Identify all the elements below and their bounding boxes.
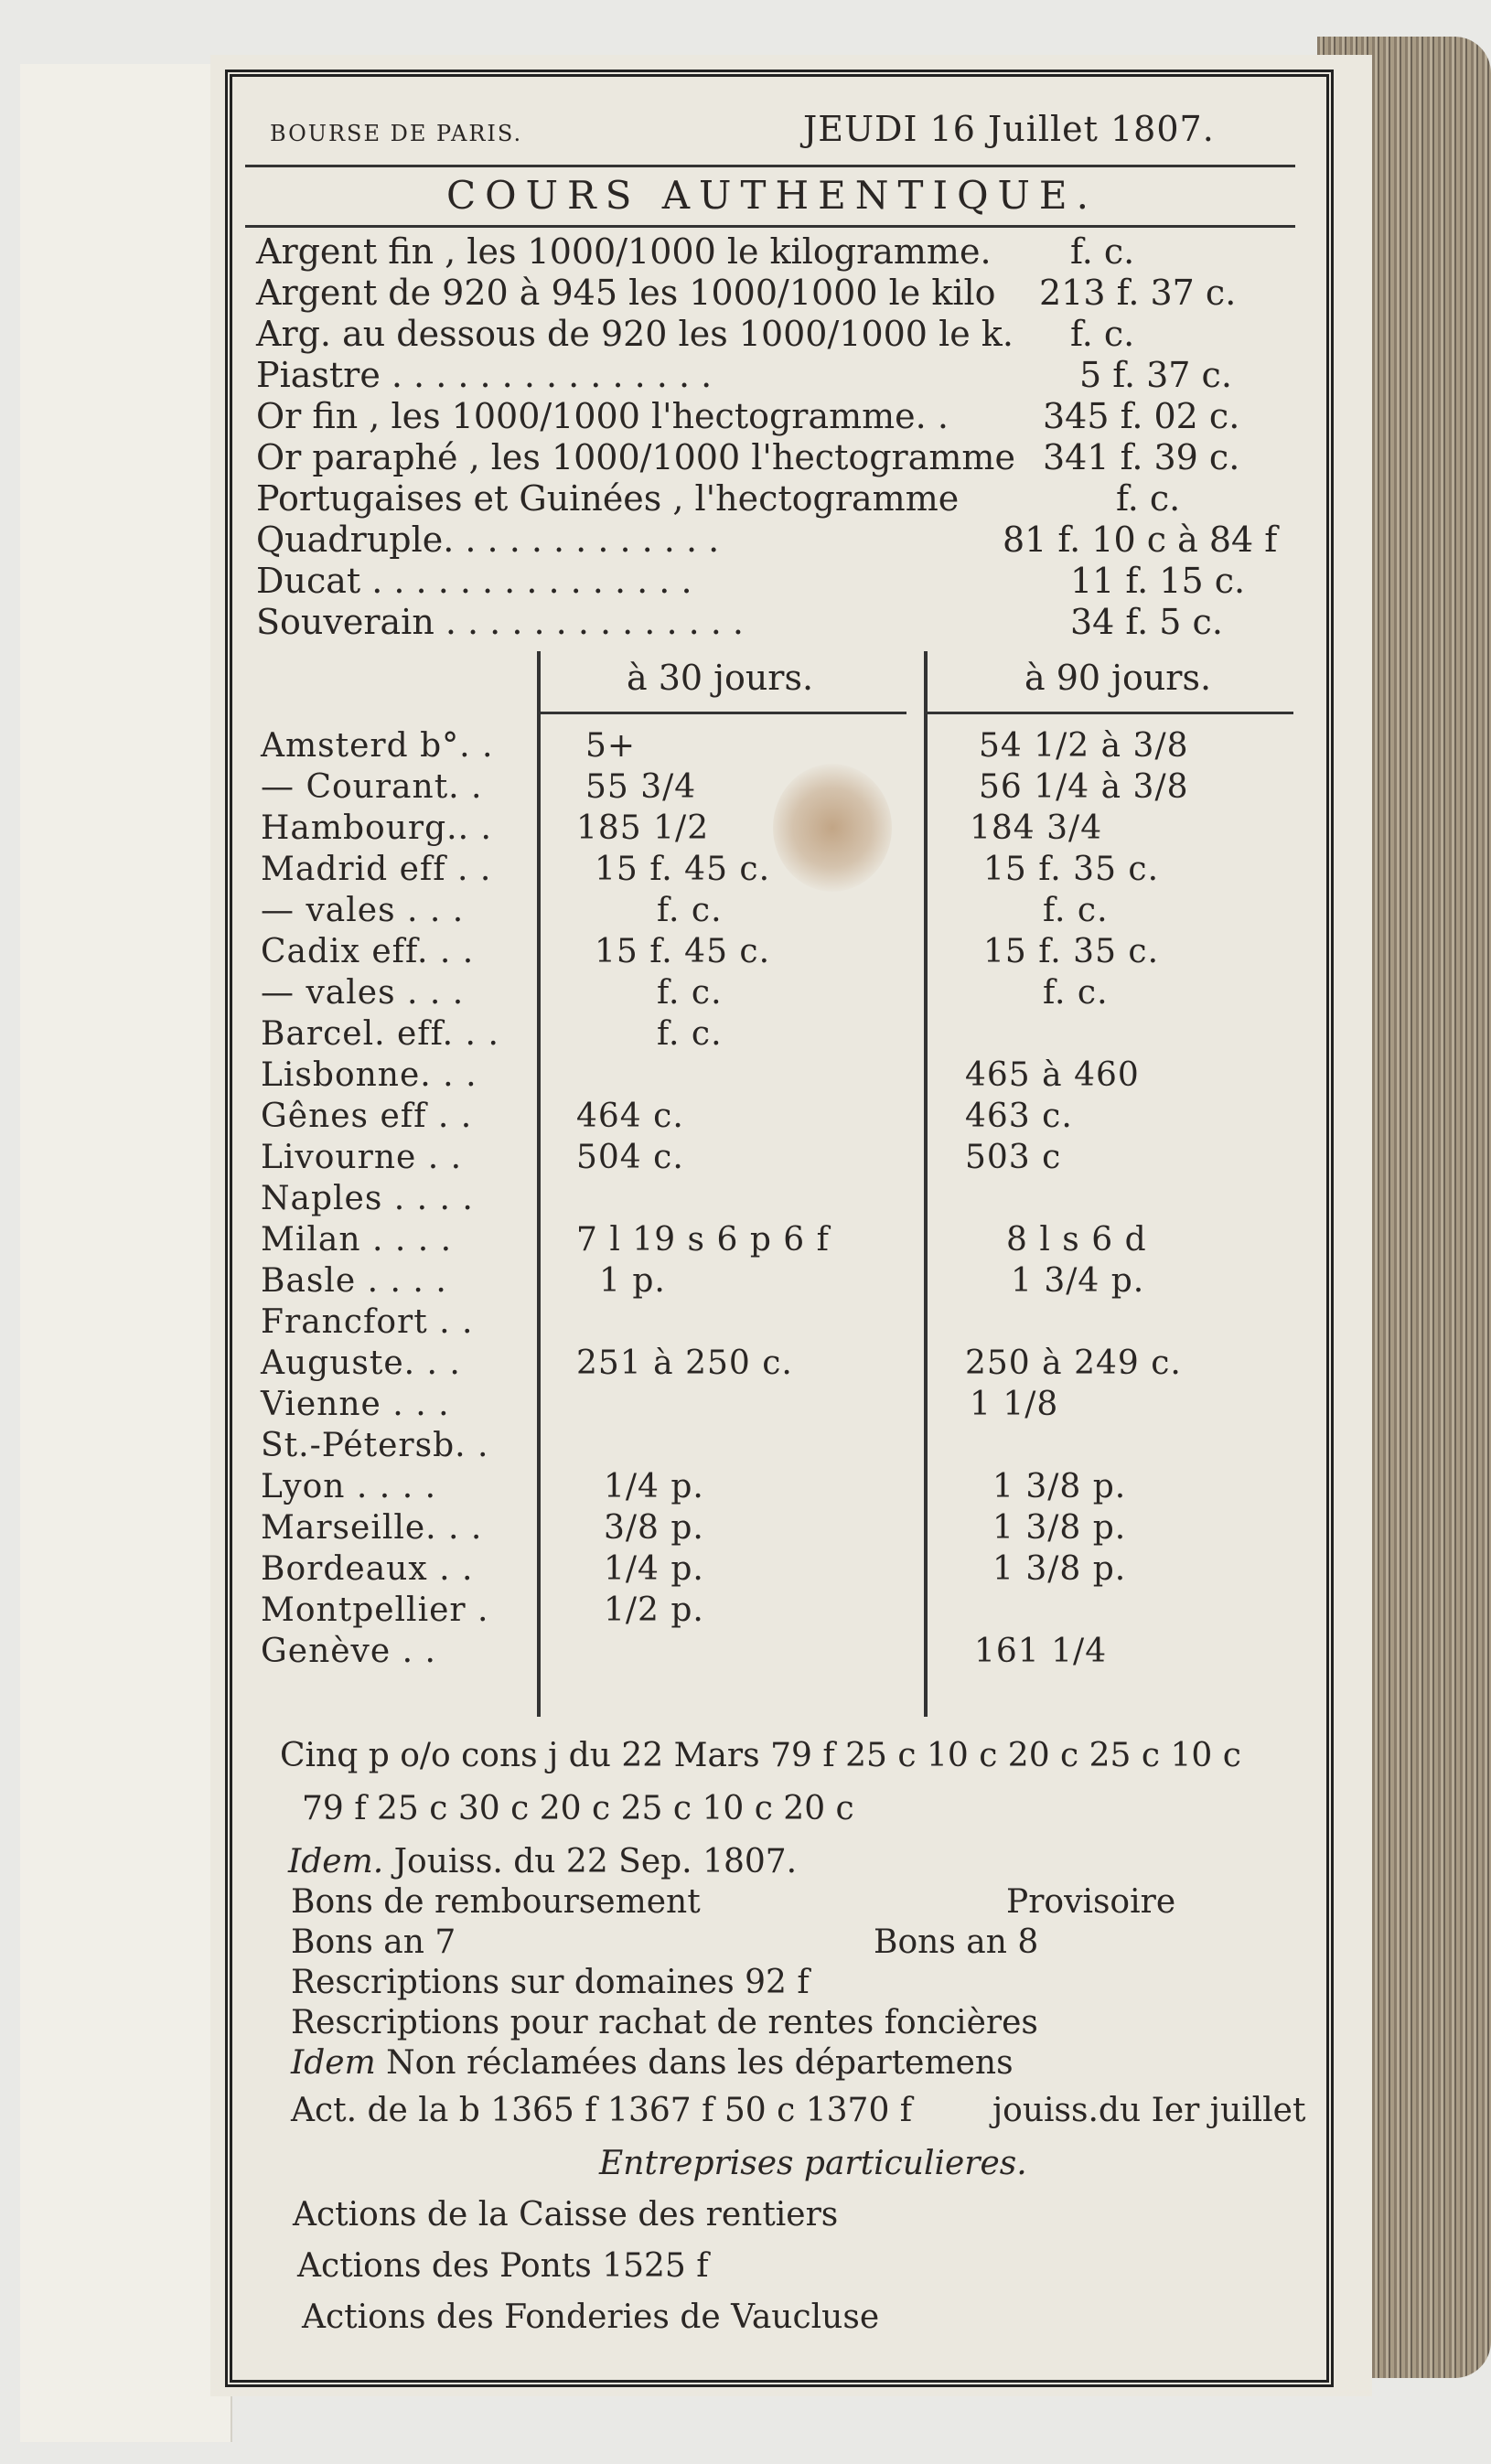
idem-label: Idem. [288, 1843, 384, 1880]
facing-page-edge [20, 64, 232, 2442]
rate-30: 185 1/2 [576, 809, 710, 847]
exchange-place: Lisbonne. . . [261, 1056, 477, 1094]
rate-30: 5+ [585, 727, 637, 765]
idem-jouiss-text: Jouiss. du 22 Sep. 1807. [383, 1843, 798, 1880]
date-header: JEUDI 16 Juillet 1807. [803, 109, 1215, 149]
exchange-place: — Courant. . [261, 768, 483, 806]
rate-90: 1 3/8 p. [992, 1468, 1127, 1505]
metal-value: f. c. [1070, 231, 1135, 272]
metal-label: Argent fin , les 1000/1000 le kilogramme. [256, 231, 992, 272]
bourse-header: BOURSE DE PARIS. [270, 121, 523, 146]
rate-90: 503 c [965, 1139, 1062, 1176]
metal-value: 341 f. 39 c. [1043, 437, 1240, 477]
metal-value: f. c. [1116, 478, 1181, 519]
metal-label: Portugaises et Guinées , l'hectogramme [256, 478, 960, 519]
rate-90: 56 1/4 à 3/8 [979, 768, 1189, 806]
metal-label: Arg. au dessous de 920 les 1000/1000 le k. [256, 314, 1014, 354]
idem-jouiss-line [288, 1843, 798, 1880]
metal-label: Argent de 920 à 945 les 1000/1000 le kilo [256, 273, 996, 313]
rate-90: 8 l s 6 d [1006, 1221, 1147, 1259]
provisoire: Provisoire [1006, 1883, 1176, 1921]
rate-90: 184 3/4 [970, 809, 1103, 847]
exchange-place: Montpellier . [261, 1591, 489, 1629]
jouissance-juillet: jouiss.du Ier juillet [992, 2092, 1306, 2129]
rate-90: 463 c. [965, 1098, 1073, 1135]
rate-30: 55 3/4 [585, 768, 697, 806]
cinq-pour-cent-line: Cinq p o/o cons j du 22 Mars 79 f 25 c 10 c 20 c 25 c 10 c [280, 1737, 1241, 1774]
actions-ponts: Actions des Ponts 1525 f [297, 2247, 709, 2285]
exchange-place: Basle . . . . [261, 1262, 447, 1300]
exchange-place: St.-Pétersb. . [261, 1427, 489, 1464]
header-90-days: à 90 jours. [1024, 658, 1212, 698]
column-divider [537, 651, 541, 1717]
metal-label: Souverain . . . . . . . . . . . . . . [256, 602, 745, 642]
exchange-place: Barcel. eff. . . [261, 1015, 499, 1053]
metal-label: Piastre . . . . . . . . . . . . . . . [256, 355, 713, 395]
rate-30: 7 l 19 s 6 p 6 f [576, 1221, 830, 1259]
title-rule [245, 225, 1295, 228]
rescriptions-rachat: Rescriptions pour rachat de rentes foncières [291, 2004, 1038, 2041]
metal-value: 11 f. 15 c. [1070, 561, 1246, 601]
rate-90: 54 1/2 à 3/8 [979, 727, 1189, 765]
exchange-place: — vales . . . [261, 892, 465, 929]
rate-90: 161 1/4 [974, 1633, 1108, 1670]
rate-30: 1 p. [599, 1262, 666, 1300]
rate-90: 1 3/8 p. [992, 1550, 1127, 1588]
rate-90: f. c. [1043, 892, 1109, 929]
metal-label: Or paraphé , les 1000/1000 l'hectogramme [256, 437, 1015, 477]
exchange-place: Gênes eff . . [261, 1098, 473, 1135]
rate-30: f. c. [657, 974, 723, 1012]
exchange-place: Hambourg.. . [261, 809, 492, 847]
idem-label: Idem [291, 2044, 376, 2082]
cinq-pour-cent-cont: 79 f 25 c 30 c 20 c 25 c 10 c 20 c [302, 1790, 854, 1827]
exchange-place: Genève . . [261, 1633, 436, 1670]
exchange-place: Amsterd b°. . [261, 727, 494, 765]
exchange-place: Livourne . . [261, 1139, 463, 1176]
rate-90: 15 f. 35 c. [983, 933, 1160, 970]
bons-an-8: Bons an 8 [874, 1923, 1039, 1961]
page-title: COURS AUTHENTIQUE. [446, 173, 1098, 218]
exchange-place: Marseille. . . [261, 1509, 483, 1547]
exchange-place: Auguste. . . [261, 1344, 461, 1382]
header-30-days: à 30 jours. [627, 658, 814, 698]
rate-30: 1/4 p. [604, 1468, 704, 1505]
metal-value: f. c. [1070, 314, 1135, 354]
non-reclamees-text: Non réclamées dans les départemens [375, 2044, 1014, 2082]
exchange-place: Madrid eff . . [261, 851, 492, 888]
metal-value: 345 f. 02 c. [1043, 396, 1240, 436]
header-rule-30 [541, 712, 906, 714]
metal-value: 213 f. 37 c. [1039, 273, 1237, 313]
column-divider [924, 651, 928, 1717]
rate-90: 1 1/8 [970, 1386, 1059, 1423]
rate-30: 464 c. [576, 1098, 684, 1135]
metal-label: Or fin , les 1000/1000 l'hectogramme. . [256, 396, 949, 436]
rate-90: f. c. [1043, 974, 1109, 1012]
exchange-place: Bordeaux . . [261, 1550, 474, 1588]
rate-30: 251 à 250 c. [576, 1344, 793, 1382]
rate-90: 15 f. 35 c. [983, 851, 1160, 888]
rescriptions-domaines: Rescriptions sur domaines 92 f [291, 1964, 810, 2001]
rate-30: 15 f. 45 c. [595, 933, 771, 970]
rate-30: 15 f. 45 c. [595, 851, 771, 888]
header-rule-90 [928, 712, 1293, 714]
metal-value: 34 f. 5 c. [1070, 602, 1223, 642]
entreprises-heading: Entreprises particulieres. [599, 2145, 1027, 2182]
actions-caisse-rentiers: Actions de la Caisse des rentiers [293, 2196, 839, 2234]
rate-90: 465 à 460 [965, 1056, 1140, 1094]
metal-label: Ducat . . . . . . . . . . . . . . . [256, 561, 692, 601]
bons-an-7: Bons an 7 [291, 1923, 456, 1961]
exchange-place: Lyon . . . . [261, 1468, 437, 1505]
rate-30: 3/8 p. [604, 1509, 704, 1547]
exchange-place: — vales . . . [261, 974, 465, 1012]
metal-label: Quadruple. . . . . . . . . . . . . [256, 520, 720, 560]
rate-30: 1/2 p. [604, 1591, 704, 1629]
rate-30: f. c. [657, 1015, 723, 1053]
header-rule [245, 165, 1295, 167]
exchange-place: Francfort . . [261, 1303, 474, 1341]
rate-30: 504 c. [576, 1139, 684, 1176]
idem-non-reclamees [291, 2044, 1014, 2082]
metal-value: 81 f. 10 c à 84 f [1003, 520, 1278, 560]
rate-90: 1 3/4 p. [1011, 1262, 1145, 1300]
exchange-place: Naples . . . . [261, 1180, 474, 1217]
exchange-place: Vienne . . . [261, 1386, 450, 1423]
rate-30: 1/4 p. [604, 1550, 704, 1588]
rate-30: f. c. [657, 892, 723, 929]
metal-value: 5 f. 37 c. [1079, 355, 1232, 395]
actions-fonderies: Actions des Fonderies de Vaucluse [302, 2298, 880, 2336]
rate-90: 1 3/8 p. [992, 1509, 1127, 1547]
exchange-place: Cadix eff. . . [261, 933, 475, 970]
actions-banque: Act. de la b 1365 f 1367 f 50 c 1370 f [291, 2092, 913, 2129]
foxing-stain [773, 764, 892, 892]
rate-90: 250 à 249 c. [965, 1344, 1182, 1382]
exchange-place: Milan . . . . [261, 1221, 453, 1259]
bons-remboursement: Bons de remboursement [291, 1883, 701, 1921]
